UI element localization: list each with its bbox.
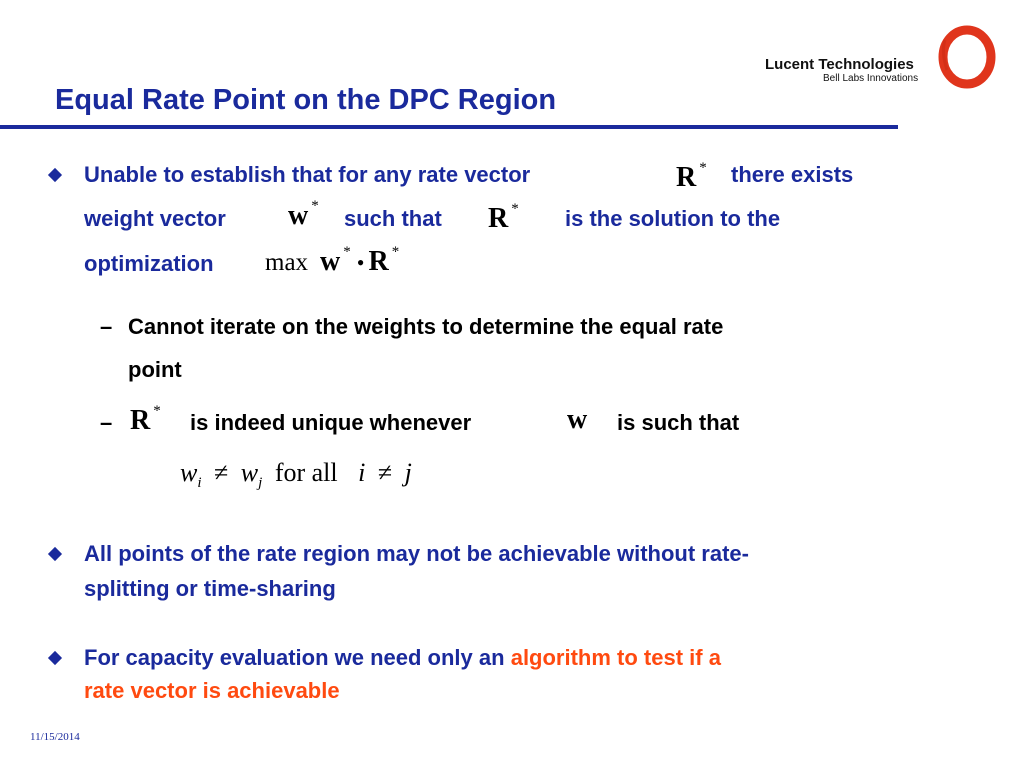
bullet-2-line-1: All points of the rate region may not be achievable without rate- xyxy=(84,541,749,566)
math-weight-w: w xyxy=(567,404,588,435)
slide-title: Equal Rate Point on the DPC Region xyxy=(55,84,557,116)
sub-bullet-2-dash: – xyxy=(100,410,113,435)
bullet-1-line-1a: Unable to establish that for any rate vector xyxy=(84,162,531,187)
math-rate-vector: R * xyxy=(676,160,707,193)
bullet-diamond-icon xyxy=(48,547,62,561)
sub-bullet-1-dash: – xyxy=(100,314,113,339)
sub-bullet-1-line-2: point xyxy=(128,357,182,382)
math-rate-vector-3: R * xyxy=(130,403,161,436)
bullet-1-line-2a: weight vector xyxy=(84,206,226,231)
lucent-ring-logo-icon xyxy=(935,22,999,92)
bullet-1-line-2c: is the solution to the xyxy=(565,206,781,231)
sub-bullet-2-text-b: is such that xyxy=(617,410,740,435)
math-condition: $w_i \ne w_j$ for all i ≠ j xyxy=(180,458,412,492)
slide-date: 11/15/2014 xyxy=(30,731,80,743)
sub-bullet-1-line-1: Cannot iterate on the weights to determine the equal rate xyxy=(128,314,724,339)
bullet-3-text-highlight: algorithm to test if a xyxy=(510,645,721,670)
sub-bullet-2-text-a: is indeed unique whenever xyxy=(190,410,472,435)
logo-tagline: Bell Labs Innovations xyxy=(823,73,919,84)
bullet-1-line-1b: there exists xyxy=(731,162,854,187)
bullet-1-line-2b: such that xyxy=(344,206,442,231)
bullet-3-line-2: rate vector is achievable xyxy=(84,678,340,703)
title-underline xyxy=(0,125,898,129)
math-optimization: max w * • R * xyxy=(265,244,400,277)
bullet-3-text-plain: For capacity evaluation we need only an xyxy=(84,645,505,670)
bullet-2-line-2: splitting or time-sharing xyxy=(84,576,336,601)
company-logo-text xyxy=(765,56,918,84)
bullet-diamond-icon xyxy=(48,168,62,182)
math-rate-vector-2: R * xyxy=(488,201,519,234)
math-weight-vector: w * xyxy=(288,198,319,231)
bullet-diamond-icon xyxy=(48,651,62,665)
bullet-3-line-1 xyxy=(84,645,721,671)
logo-name: Lucent Technologies xyxy=(765,56,914,73)
bullet-1-line-3a: optimization xyxy=(84,251,214,276)
